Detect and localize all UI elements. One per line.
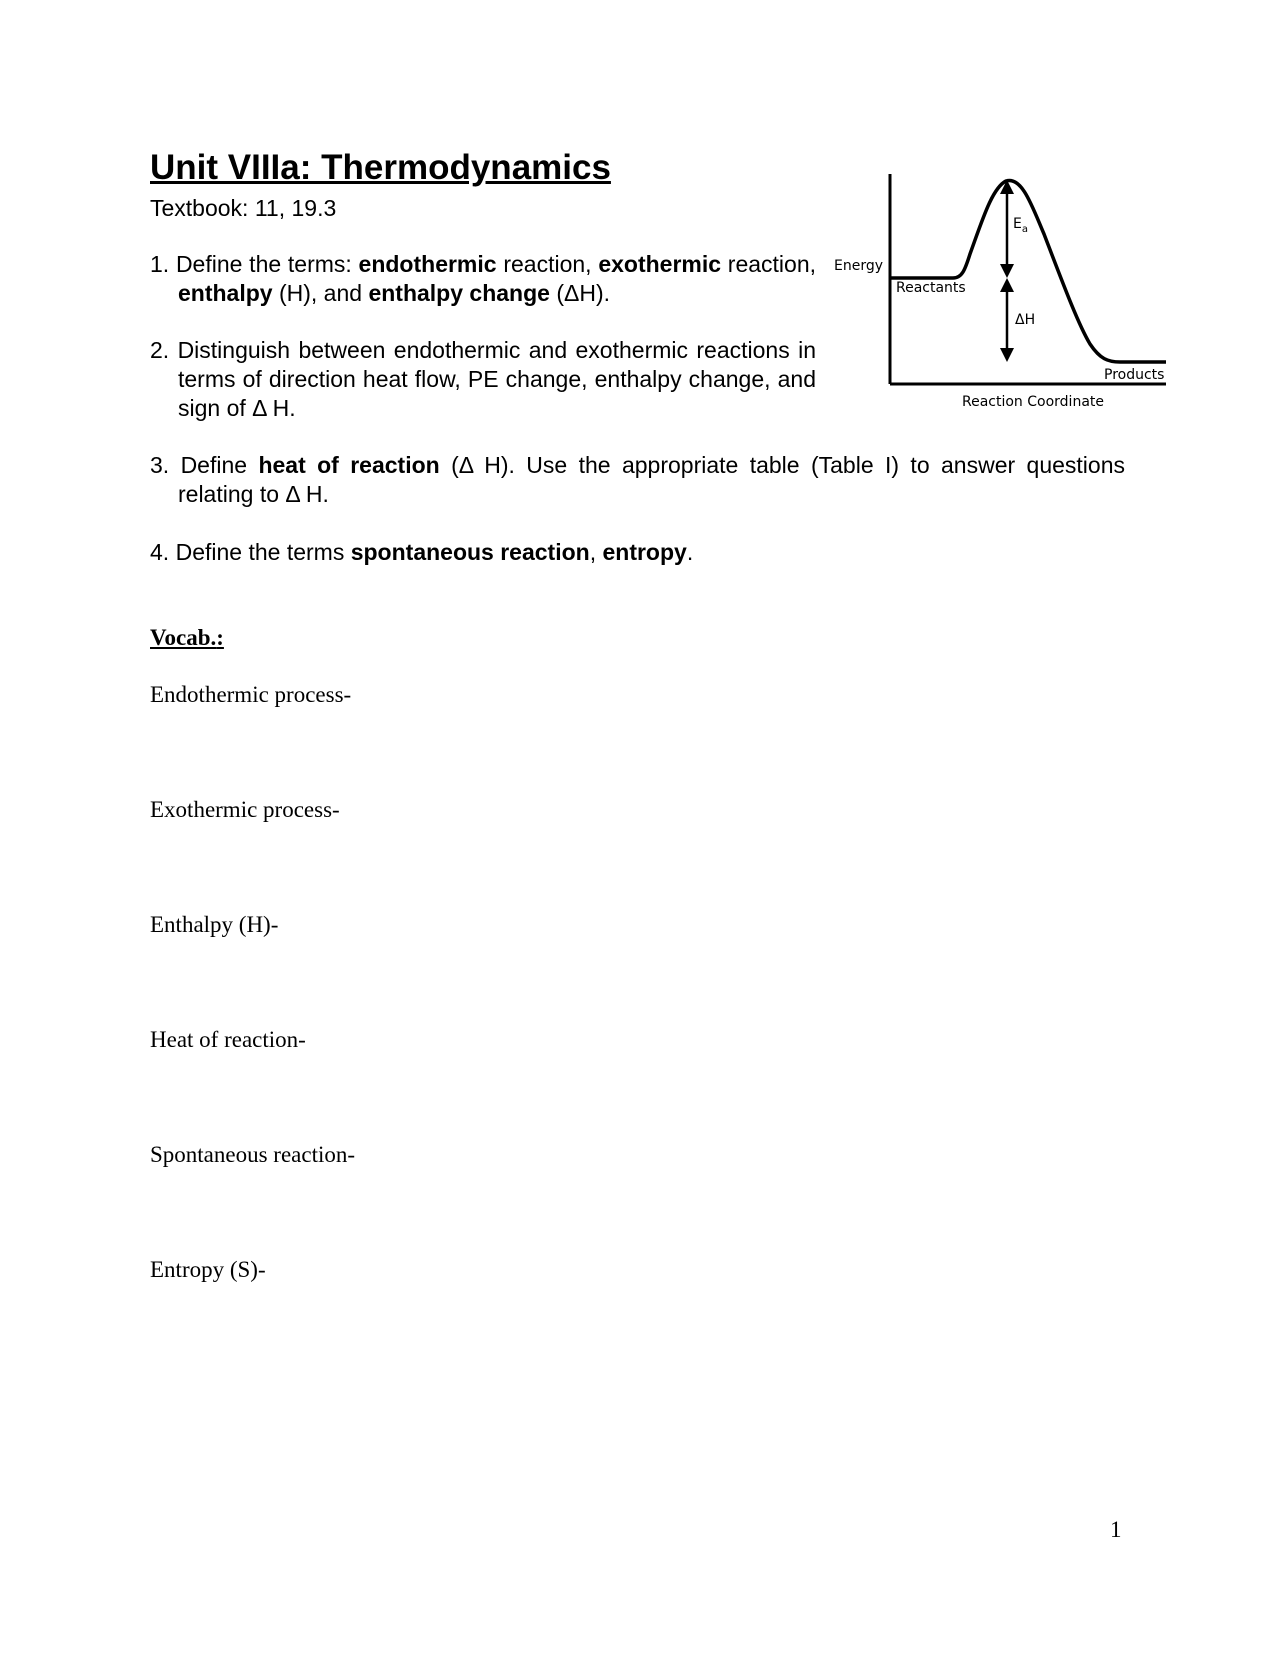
vocab-item-spontaneous-reaction: Spontaneous reaction- bbox=[150, 1142, 356, 1167]
text-run: (H), and bbox=[272, 280, 369, 306]
objective-text bbox=[169, 251, 816, 306]
page-title: Unit VIIIa: Thermodynamics bbox=[150, 148, 611, 187]
vocab-heading-colon: : bbox=[216, 625, 224, 650]
diagram-ea-arrowhead-bottom bbox=[1000, 264, 1014, 278]
bold-term: enthalpy change bbox=[368, 280, 550, 306]
text-run: (Δ H). Use the appropriate table (Table I) to answer questions relating to Δ H. bbox=[178, 452, 1125, 507]
diagram-reactants-label: Reactants bbox=[896, 280, 966, 296]
text-run: reaction, bbox=[496, 251, 599, 277]
text-run: Define the terms: bbox=[169, 251, 359, 277]
diagram-delta-h-label: ΔH bbox=[1015, 312, 1036, 328]
objective-text bbox=[169, 452, 1125, 507]
objective-4 bbox=[150, 538, 1125, 567]
diagram-energy-curve bbox=[890, 180, 1166, 362]
text-run: . bbox=[686, 539, 694, 565]
diagram-ea-label bbox=[1013, 216, 1028, 235]
bold-term: entropy bbox=[602, 539, 687, 565]
text-run: reaction, bbox=[721, 251, 816, 277]
diagram-delta-h-arrowhead-bottom bbox=[1000, 348, 1014, 362]
vocab-heading bbox=[150, 624, 224, 652]
diagram-products-label: Products bbox=[1104, 367, 1165, 383]
vocab-heading-text: Vocab. bbox=[150, 625, 217, 650]
bold-term: endothermic bbox=[358, 251, 497, 277]
text-run: (ΔH). bbox=[549, 280, 611, 306]
vocab-item-exothermic: Exothermic process- bbox=[150, 797, 340, 822]
diagram-y-axis-label: Energy bbox=[834, 258, 884, 274]
diagram-delta-h-arrowhead-top bbox=[1000, 278, 1014, 292]
objective-text bbox=[169, 337, 816, 421]
diagram-ea-letter: E bbox=[1013, 216, 1022, 232]
text-run: Distinguish between endothermic and exothermic reactions in terms of direction heat flow, PE change, enthalpy change, and sign of Δ H. bbox=[169, 337, 816, 421]
diagram-x-axis-label: Reaction Coordinate bbox=[962, 394, 1105, 410]
objective-3 bbox=[150, 451, 1125, 509]
text-run: Define the terms bbox=[169, 539, 351, 565]
objective-number: 2. bbox=[150, 337, 170, 363]
bold-term: enthalpy bbox=[178, 280, 273, 306]
vocab-item-heat-of-reaction: Heat of reaction- bbox=[150, 1027, 306, 1052]
text-run: Define bbox=[169, 452, 259, 478]
bold-term: spontaneous reaction bbox=[350, 539, 590, 565]
objective-number: 3. bbox=[150, 452, 170, 478]
textbook-reference: Textbook: 11, 19.3 bbox=[150, 195, 337, 221]
bold-term: heat of reaction bbox=[258, 452, 440, 478]
objective-number: 1. bbox=[150, 251, 170, 277]
vocab-item-entropy: Entropy (S)- bbox=[150, 1257, 266, 1282]
objective-number: 4. bbox=[150, 539, 170, 565]
page-number: 1 bbox=[1110, 1517, 1122, 1542]
text-run: , bbox=[589, 539, 603, 565]
vocab-item-enthalpy: Enthalpy (H)- bbox=[150, 912, 279, 937]
objective-text bbox=[169, 539, 693, 565]
vocab-item-endothermic: Endothermic process- bbox=[150, 682, 352, 707]
energy-diagram bbox=[830, 166, 1170, 416]
diagram-ea-subscript: a bbox=[1021, 224, 1028, 235]
objective-1 bbox=[150, 250, 816, 308]
objective-2 bbox=[150, 336, 816, 423]
bold-term: exothermic bbox=[598, 251, 722, 277]
